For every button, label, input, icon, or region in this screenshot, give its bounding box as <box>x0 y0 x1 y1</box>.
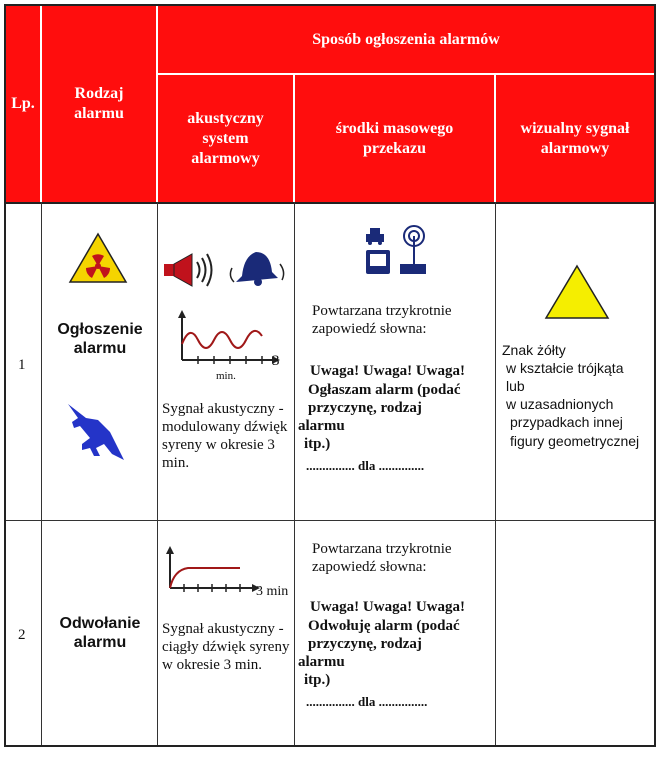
chart1-unit: min. <box>216 370 236 382</box>
row1-srodki-line4: alarmu <box>298 418 345 434</box>
col-divider <box>157 202 158 745</box>
row1-wizualny-line2: w kształcie trójkąta <box>506 360 624 376</box>
row-divider <box>6 202 654 204</box>
bell-icon <box>228 246 288 288</box>
row2-srodki-line2: Odwołuję alarm (podać <box>308 618 460 634</box>
col-divider <box>41 202 42 745</box>
header-wizualny-text: wizualny sygnał alarmowy <box>520 119 630 157</box>
yellow-triangle-icon <box>544 264 610 320</box>
continuous-signal-chart <box>162 546 262 602</box>
radiation-warning-icon <box>68 232 128 284</box>
chart1-label: 3 <box>272 353 280 369</box>
row1-srodki-line5: itp.) <box>304 436 331 452</box>
header-rodzaj-text: Rodzaj alarmu <box>74 85 124 122</box>
radio-tv-icon <box>362 222 428 278</box>
row2-akustyczny-text: Sygnał akustyczny - ciągły dźwięk syreny w okresie 3 min. <box>162 621 290 673</box>
row1-wizualny-line1: Znak żółty <box>502 342 566 358</box>
row1-srodki-line6: ............... dla .............. <box>306 458 425 473</box>
header-rodzaj <box>42 6 156 202</box>
row2-rodzaj: Odwołanie alarmu <box>59 615 141 652</box>
row2-srodki-line4: alarmu <box>298 654 345 670</box>
row1-wizualny-line5: przypadkach innej <box>510 414 623 430</box>
row2-srodki-line5: itp.) <box>304 672 331 688</box>
siren-icon <box>162 250 220 290</box>
row1-wizualny-line4: w uzasadnionych <box>506 396 614 412</box>
header-wizualny <box>496 75 654 202</box>
row1-akustyczny-text: Sygnał akustyczny - modulowany dźwięk syreny w okresie 3 min. <box>162 401 288 471</box>
col-divider <box>294 202 295 745</box>
header-srodki-text: środki masowego przekazu <box>335 119 454 157</box>
row-divider <box>6 520 654 521</box>
header-akustyczny-text: akustyczny system alarmowy <box>187 109 264 167</box>
row2-lp: 2 <box>18 627 26 643</box>
row2-srodki-line3: przyczynę, rodzaj <box>308 636 422 652</box>
header-sposob <box>158 6 654 73</box>
col-divider <box>495 202 496 745</box>
row1-srodki-line1: Uwaga! Uwaga! Uwaga! <box>310 363 465 379</box>
row1-wizualny-line6: figury geometrycznej <box>510 433 640 449</box>
header-srodki <box>295 75 494 202</box>
header-lp-text: Lp. <box>11 95 35 112</box>
row1-lp: 1 <box>18 357 26 373</box>
row2-srodki-line6: ............... dla ............... <box>306 694 428 709</box>
header-akustyczny <box>158 75 293 202</box>
row2-srodki-intro: Powtarzana trzykrotnie zapowiedź słowna: <box>312 541 452 575</box>
row1-srodki-line2: Ogłaszam alarm (podać <box>308 382 461 398</box>
row1-srodki-line3: przyczynę, rodzaj <box>308 400 422 416</box>
header-lp <box>6 6 40 202</box>
row1-rodzaj: Ogłoszenie alarmu <box>57 321 143 358</box>
alarm-table <box>4 4 656 747</box>
row1-srodki-intro: Powtarzana trzykrotnie zapowiedź słowna: <box>312 303 452 337</box>
fighter-jet-icon <box>64 398 128 462</box>
row1-wizualny-line3: lub <box>506 378 525 394</box>
header-sposob-text: Sposób ogłoszenia alarmów <box>312 30 500 48</box>
row2-srodki-line1: Uwaga! Uwaga! Uwaga! <box>310 599 465 615</box>
chart2-label: 3 min <box>256 584 289 599</box>
